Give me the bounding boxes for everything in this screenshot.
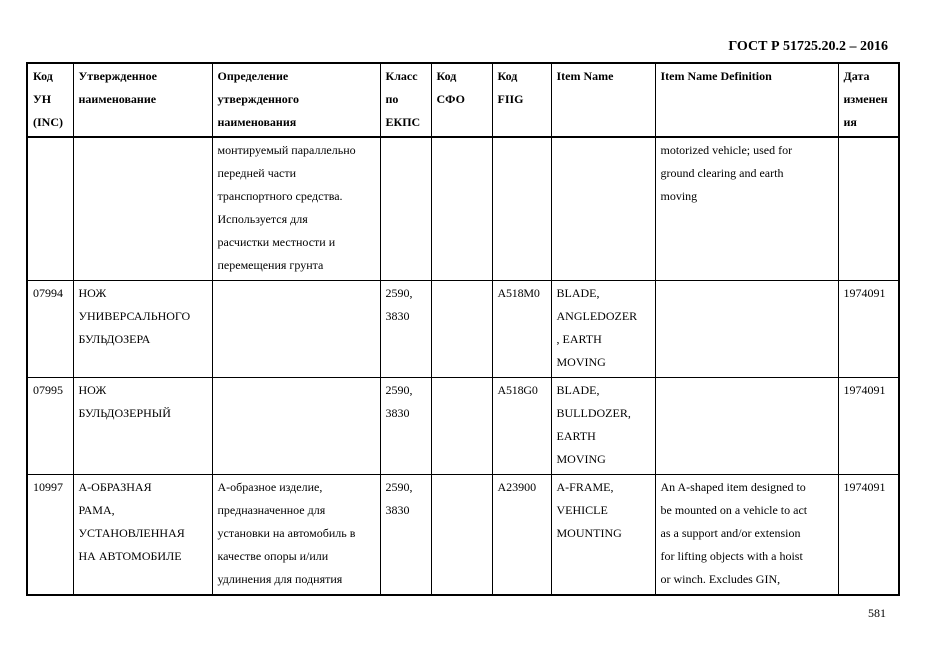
cell-item-definition bbox=[655, 378, 838, 475]
table-row bbox=[27, 378, 899, 475]
cell-date bbox=[838, 137, 899, 281]
cell-date: 1974091 bbox=[838, 281, 899, 378]
cell-class: 2590, 3830 bbox=[380, 475, 431, 596]
table-header-row bbox=[27, 63, 899, 137]
cell-fiig bbox=[492, 137, 551, 281]
cell-name: А-ОБРАЗНАЯ РАМА, УСТАНОВЛЕННАЯ НА АВТОМОБИЛЕ bbox=[73, 475, 212, 596]
cell-sfo bbox=[431, 281, 492, 378]
header-date: Дата изменен ия bbox=[838, 63, 899, 137]
header-sfo: Код СФО bbox=[431, 63, 492, 137]
cell-item-name: BLADE, BULLDOZER, EARTH MOVING bbox=[551, 378, 655, 475]
page-number: 581 bbox=[868, 606, 886, 620]
nomenclature-table bbox=[26, 62, 900, 596]
cell-inc: 07995 bbox=[27, 378, 73, 475]
document-title: ГОСТ Р 51725.20.2 – 2016 bbox=[728, 39, 888, 54]
table-row bbox=[27, 475, 899, 596]
header-definition: Определение утвержденного наименования bbox=[212, 63, 380, 137]
cell-fiig: A23900 bbox=[492, 475, 551, 596]
cell-class bbox=[380, 137, 431, 281]
cell-definition bbox=[212, 378, 380, 475]
header-inc: Код УН (INC) bbox=[27, 63, 73, 137]
cell-item-name: BLADE, ANGLEDOZER , EARTH MOVING bbox=[551, 281, 655, 378]
cell-definition: А-образное изделие, предназначенное для установки на автомобиль в качестве опоры и/или удлинения для поднятия bbox=[212, 475, 380, 596]
table-row bbox=[27, 281, 899, 378]
cell-inc: 10997 bbox=[27, 475, 73, 596]
cell-definition: монтируемый параллельно передней части транспортного средства. Используется для расчистки местности и перемещения грунта bbox=[212, 137, 380, 281]
cell-name bbox=[73, 137, 212, 281]
header-approved-name: Утвержденное наименование bbox=[73, 63, 212, 137]
cell-item-definition: motorized vehicle; used for ground clearing and earth moving bbox=[655, 137, 838, 281]
header-fiig: Код FIIG bbox=[492, 63, 551, 137]
cell-sfo bbox=[431, 137, 492, 281]
cell-date: 1974091 bbox=[838, 378, 899, 475]
header-class: Класс по ЕКПС bbox=[380, 63, 431, 137]
cell-date: 1974091 bbox=[838, 475, 899, 596]
cell-inc bbox=[27, 137, 73, 281]
cell-fiig: A518G0 bbox=[492, 378, 551, 475]
cell-item-definition: An A-shaped item designed to be mounted on a vehicle to act as a support and/or extension for lifting objects with a hoist or winch. Excludes GIN, bbox=[655, 475, 838, 596]
cell-class: 2590, 3830 bbox=[380, 281, 431, 378]
cell-inc: 07994 bbox=[27, 281, 73, 378]
cell-sfo bbox=[431, 378, 492, 475]
cell-name: НОЖ УНИВЕРСАЛЬНОГО БУЛЬДОЗЕРА bbox=[73, 281, 212, 378]
cell-name: НОЖ БУЛЬДОЗЕРНЫЙ bbox=[73, 378, 212, 475]
cell-class: 2590, 3830 bbox=[380, 378, 431, 475]
header-item-name: Item Name bbox=[551, 63, 655, 137]
cell-sfo bbox=[431, 475, 492, 596]
cell-definition bbox=[212, 281, 380, 378]
cell-fiig: A518M0 bbox=[492, 281, 551, 378]
cell-item-definition bbox=[655, 281, 838, 378]
cell-item-name bbox=[551, 137, 655, 281]
table-row bbox=[27, 137, 899, 281]
cell-item-name: A-FRAME, VEHICLE MOUNTING bbox=[551, 475, 655, 596]
header-item-definition: Item Name Definition bbox=[655, 63, 838, 137]
